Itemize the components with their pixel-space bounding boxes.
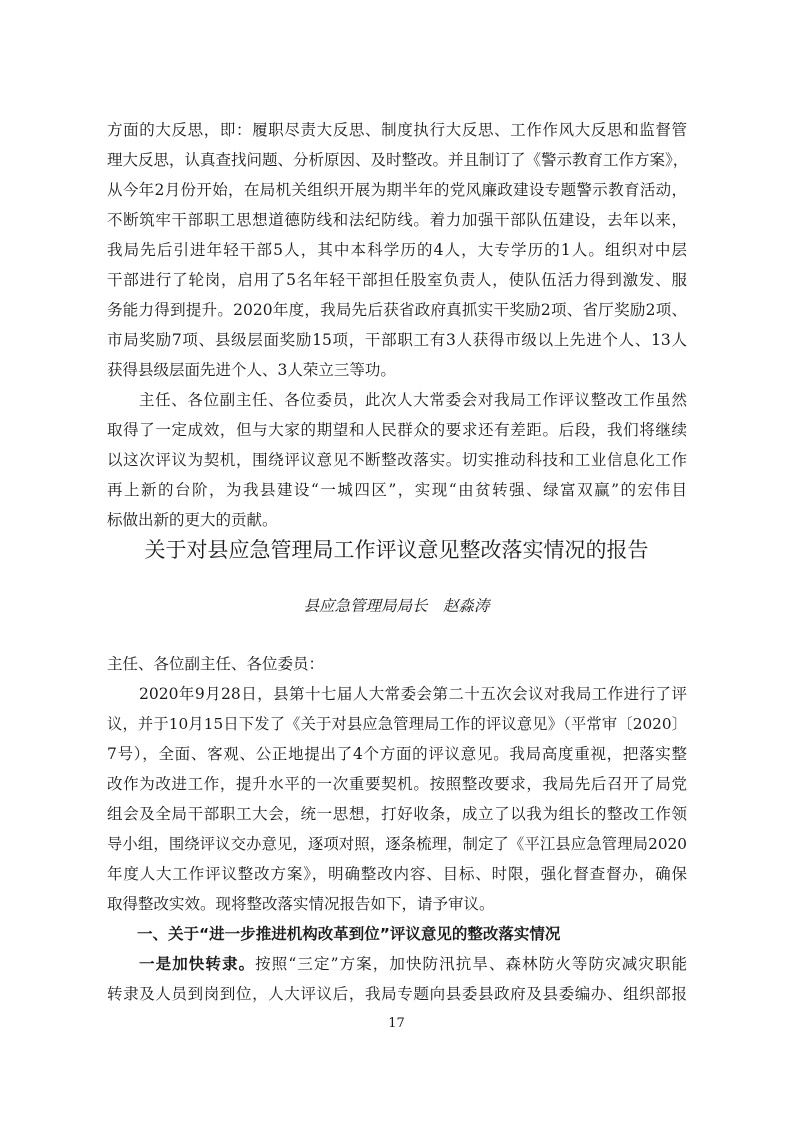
para1-line-3: 从今年2月份开始，在局机关组织开展为期半年的党风廉政建设专题警示教育活动， bbox=[107, 181, 687, 199]
para2-line-2: 取得了一定成效，但与大家的期望和人民群众的要求还有差距。后段，我们将继续 bbox=[107, 421, 687, 439]
para2-line-4: 再上新的台阶，为我县建设“一城四区”，实现“由贫转强、绿富双赢”的宏伟目 bbox=[107, 481, 687, 499]
para1-line-2: 理大反思，认真查找问题、分析原因、及时整改。并且制订了《警示教育工作方案》， bbox=[107, 151, 689, 169]
para3-line-7: 年度人大工作评议整改方案》，明确整改内容、目标、时限，强化督查督办，确保 bbox=[107, 865, 687, 883]
para4-line-2: 转隶及人员到岗到位，人大评议后，我局专题向县委县政府及县委编办、组织部报 bbox=[107, 985, 687, 1003]
para4-line-1-rest: 按照“三定”方案，加快防汛抗旱、森林防火等防灾减灾职能 bbox=[255, 955, 687, 973]
para3-line-4: 改作为改进工作，提升水平的一次重要契机。按照整改要求，我局先后召开了局党 bbox=[107, 775, 687, 793]
para4-line-1 bbox=[139, 950, 687, 978]
para1-line-5: 我局先后引进年轻干部5人，其中本科学历的4人，大专学历的1人。组织对中层 bbox=[107, 241, 687, 259]
para3-line-8: 取得整改实效。现将整改落实情况报告如下，请予审议。 bbox=[107, 895, 495, 913]
para3-line-6: 导小组，围绕评议交办意见，逐项对照，逐条梳理，制定了《平江县应急管理局2020 bbox=[107, 835, 687, 853]
para1-line-4: 不断筑牢干部职工思想道德防线和法纪防线。着力加强干部队伍建设，去年以来， bbox=[107, 211, 687, 229]
para1-line-7: 务能力得到提升。2020年度，我局先后获省政府真抓实干奖励2项、省厅奖励2项、 bbox=[107, 301, 688, 319]
para3-line-1: 2020年9月28日，县第十七届人大常委会第二十五次会议对我局工作进行了评 bbox=[139, 685, 687, 703]
para2-line-1: 主任、各位副主任、各位委员，此次人大常委会对我局工作评议整改工作虽然 bbox=[139, 391, 687, 409]
para3-line-3: 7号），全面、客观、公正地提出了4个方面的评议意见。我局高度重视，把落实整 bbox=[107, 745, 687, 763]
para1-line-1: 方面的大反思，即：履职尽责大反思、制度执行大反思、工作作风大反思和监督管 bbox=[107, 121, 687, 139]
page-number: 17 bbox=[388, 1016, 405, 1031]
para1-line-9: 获得县级层面先进个人、3人荣立三等功。 bbox=[107, 361, 396, 379]
para3-line-2: 议，并于10月15日下发了《关于对县应急管理局工作的评议意见》（平常审〔2020〕 bbox=[107, 715, 687, 733]
report-title: 关于对县应急管理局工作评议意见整改落实情况的报告 bbox=[144, 538, 649, 562]
author-byline: 县应急管理局局长 赵淼涛 bbox=[303, 597, 490, 615]
section-1-heading: 一、关于“进一步推进机构改革到位”评议意见的整改落实情况 bbox=[137, 925, 561, 943]
para3-line-5: 组会及全局干部职工大会，统一思想，打好收条，成立了以我为组长的整改工作领 bbox=[107, 805, 687, 823]
para1-line-8: 市局奖励7项、县级层面奖励15项，干部职工有3人获得市级以上先进个人、13人 bbox=[107, 331, 687, 349]
para4-lead: 一是加快转隶。 bbox=[139, 955, 256, 973]
para1-line-6: 干部进行了轮岗，启用了5名年轻干部担任股室负责人，使队伍活力得到激发、服 bbox=[107, 271, 687, 289]
para2-line-5: 标做出新的更大的贡献。 bbox=[107, 511, 278, 529]
salutation: 主任、各位副主任、各位委员： bbox=[107, 655, 325, 673]
para2-line-3: 以这次评议为契机，围绕评议意见不断整改落实。切实推动科技和工业信息化工作 bbox=[107, 451, 687, 469]
